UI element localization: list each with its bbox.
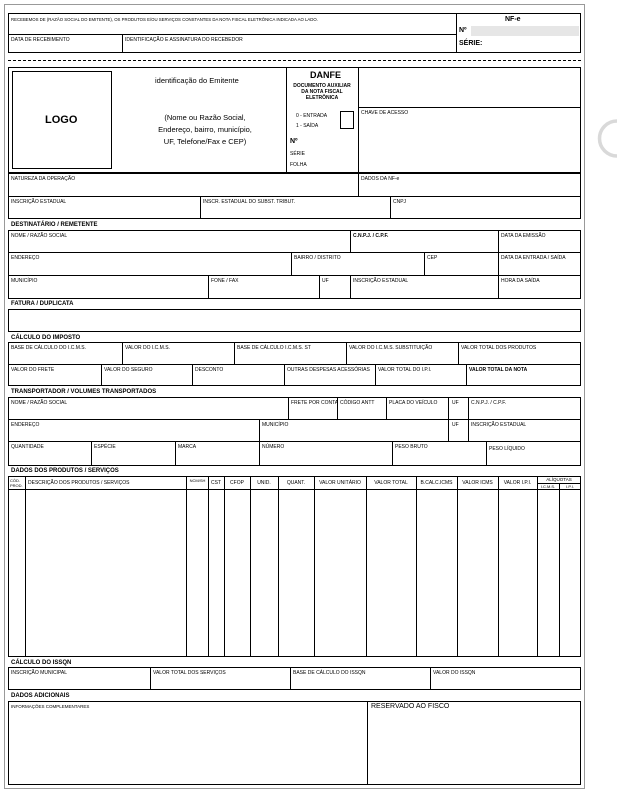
tax-value-icms-st-label: VALOR DO I.C.M.S. SUBSTITUIÇÃO: [349, 345, 433, 351]
transport-qty-label: QUANTIDADE: [11, 444, 44, 450]
receipt-date-label: DATA DE RECEBIMENTO: [11, 37, 70, 43]
danfe-sheet-label: FOLHA: [290, 162, 307, 168]
issqn-services-label: VALOR TOTAL DOS SERVIÇOS: [153, 670, 226, 676]
issqn-title: CÁLCULO DO ISSQN: [11, 660, 72, 666]
col-cst: CST: [211, 480, 221, 486]
col-ncm: NCM/SH: [189, 478, 206, 483]
transport-number-label: NÚMERO: [262, 444, 285, 450]
col-value-icms: VALOR ICMS: [462, 480, 493, 486]
recipient-cnpj-label: C.N.P.J. / C.P.F.: [353, 233, 389, 239]
transport-address-label: ENDEREÇO: [11, 422, 40, 428]
col-qty: QUANT.: [286, 480, 306, 486]
col-rates: ALÍQUOTAS: [546, 477, 572, 482]
receipt-series-label: SÉRIE:: [459, 40, 483, 47]
products-title: DADOS DOS PRODUTOS / SERVIÇOS: [11, 468, 119, 474]
recipient-address-label: ENDEREÇO: [11, 255, 40, 261]
transport-name-label: NOME / RAZÃO SOCIAL: [11, 400, 68, 406]
access-key-label: CHAVE DE ACESSO: [361, 110, 409, 116]
operation-label: NATUREZA DA OPERAÇÃO: [11, 176, 76, 182]
col-value-ipi: VALOR I.P.I.: [503, 480, 532, 486]
col-total-value: VALOR TOTAL: [374, 480, 408, 486]
tax-freight-label: VALOR DO FRETE: [11, 367, 55, 373]
col-unit-value: VALOR UNITÁRIO: [319, 480, 361, 486]
transport-uf2-label: UF: [452, 422, 459, 428]
transport-gross-label: PESO BRUTO: [395, 444, 428, 450]
cnpj-label: CNPJ: [393, 199, 407, 205]
col-unit: UNID.: [257, 480, 271, 486]
recipient-issue-date-label: DATA DA EMISSÃO: [501, 233, 546, 239]
issqn-municipal-label: INSCRIÇÃO MUNICIPAL: [11, 670, 68, 676]
col-base-icms: B.CALC.ICMS: [420, 480, 453, 486]
receipt-sign-label: IDENTIFICAÇÃO E ASSINATURA DO RECEBEDOR: [125, 37, 243, 43]
emitter-line-1: (Nome ou Razão Social,: [164, 113, 246, 122]
danfe-entrada: 0 - ENTRADA: [296, 113, 328, 119]
tax-insurance-label: VALOR DO SEGURO: [104, 367, 153, 373]
recipient-name-label: NOME / RAZÃO SOCIAL: [11, 233, 68, 239]
danfe-series-label: SÉRIE: [290, 151, 306, 157]
tax-title: CÁLCULO DO IMPOSTO: [11, 335, 81, 341]
transport-state-reg-label: INSCRIÇÃO ESTADUAL: [471, 422, 527, 428]
col-description: DESCRIÇÃO DOS PRODUTOS / SERVIÇOS: [28, 480, 130, 486]
recipient-district-label: BAIRRO / DISTRITO: [294, 255, 341, 261]
col-rate-ipi: I.P.I.: [566, 484, 574, 489]
danfe-subtitle: DOCUMENTO AUXILIAR DA NOTA FISCAL ELETRÔNICA: [293, 83, 351, 101]
recipient-title: DESTINATÁRIO / REMETENTE: [11, 222, 98, 228]
transport-cnpj-label: C.N.P.J. / C.P.F.: [471, 400, 507, 406]
tax-value-icms-label: VALOR DO I.C.M.S.: [125, 345, 170, 351]
col-cfop: CFOP: [230, 480, 244, 486]
col-rate-icms: I.C.M.S.: [540, 484, 556, 489]
tax-base-icms-label: BASE DE CÁLCULO DO I.C.M.S.: [11, 345, 87, 351]
recipient-phone-label: FONE / FAX: [211, 278, 239, 284]
recipient-uf-label: UF: [322, 278, 329, 284]
issqn-value-label: VALOR DO ISSQN: [433, 670, 476, 676]
col-code: CÓD. PROD.: [10, 478, 23, 488]
recipient-entry-date-label: DATA DA ENTRADA / SAÍDA: [501, 255, 566, 261]
issqn-base-label: BASE DE CÁLCULO DO ISSQN: [293, 670, 366, 676]
additional-info-label: INFORMAÇÕES COMPLEMENTARES: [11, 704, 90, 709]
page-border: [4, 4, 585, 789]
state-reg-label: INSCRIÇÃO ESTADUAL: [11, 199, 67, 205]
transport-antt-label: CÓDIGO ANTT: [340, 400, 375, 406]
recipient-cep-label: CEP: [427, 255, 438, 261]
tax-total-products-label: VALOR TOTAL DOS PRODUTOS: [461, 345, 537, 351]
receipt-number-label: Nº: [459, 27, 467, 34]
transport-title: TRANSPORTADOR / VOLUMES TRANSPORTADOS: [11, 389, 157, 395]
transport-net-label: PESO LÍQUIDO: [489, 446, 525, 452]
danfe-title: DANFE: [310, 70, 341, 80]
tax-other-label: OUTRAS DESPESAS ACESSÓRIAS: [287, 367, 370, 373]
tax-ipi-label: VALOR TOTAL DO I.P.I.: [378, 367, 432, 373]
logo-text: LOGO: [45, 114, 78, 126]
additional-title: DADOS ADICIONAIS: [11, 693, 70, 699]
transport-brand-label: MARCA: [178, 444, 197, 450]
receipt-nfe-label: NF-e: [505, 16, 521, 23]
tax-total-label: VALOR TOTAL DA NOTA: [469, 367, 528, 373]
additional-fisco-label: RESERVADO AO FISCO: [371, 703, 450, 710]
emitter-line-2: Endereço, bairro, município,: [158, 125, 252, 134]
emitter-line-3: UF, Telefone/Fax e CEP): [163, 137, 247, 146]
transport-uf-label: UF: [452, 400, 459, 406]
danfe-saida: 1 - SAÍDA: [296, 123, 319, 129]
danfe-number-label: Nº: [290, 138, 298, 145]
recipient-exit-time-label: HORA DA SAÍDA: [501, 278, 540, 284]
transport-freight-label: FRETE POR CONTA: [291, 400, 339, 406]
transport-city-label: MUNICÍPIO: [262, 422, 289, 428]
loading-spinner-icon: [586, 118, 617, 160]
transport-plate-label: PLACA DO VEÍCULO: [389, 400, 438, 406]
invoice-title: FATURA / DUPLICATA: [11, 301, 74, 307]
tax-discount-label: DESCONTO: [195, 367, 224, 373]
emitter-title: identificação do Emitente: [155, 76, 239, 85]
state-reg-sub-label: INSCR. ESTADUAL DO SUBST. TRIBUT.: [203, 199, 296, 205]
receipt-notice: RECEBEMOS DE (RAZÃO SOCIAL DO EMITENTE), OS PRODUTOS E/OU SERVIÇOS CONSTANTES DA NOTA FISCAL ELETRÔNICA INDICADA AO LADO.: [11, 17, 318, 22]
recipient-state-reg-label: INSCRIÇÃO ESTADUAL: [353, 278, 409, 284]
transport-species-label: ESPÉCIE: [94, 444, 116, 450]
nfe-data-label: DADOS DA NF-e: [361, 176, 400, 182]
recipient-city-label: MUNICÍPIO: [11, 278, 38, 284]
tax-base-icms-st-label: BASE DE CÁLCULO I.C.M.S. ST: [237, 345, 311, 351]
